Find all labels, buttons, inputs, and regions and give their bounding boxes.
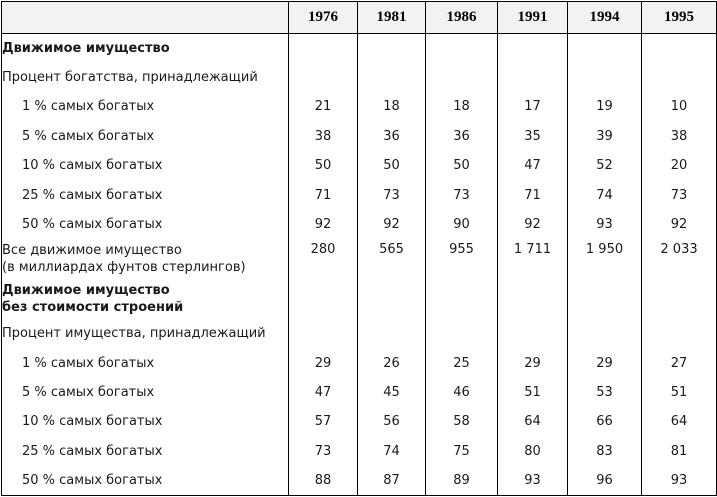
row-label: 1 % самых богатых — [2, 348, 289, 377]
table-row — [2, 151, 717, 180]
section-heading-row — [2, 279, 717, 319]
value-cell: 35 — [498, 122, 568, 151]
value-cell: 47 — [498, 151, 568, 180]
value-cell: 74 — [358, 437, 426, 466]
value-cell: 36 — [358, 122, 426, 151]
value-cell: 89 — [426, 466, 498, 495]
year-header: 1994 — [568, 2, 642, 34]
value-cell: 93 — [568, 210, 642, 239]
total-row — [2, 239, 717, 279]
value-cell: 18 — [358, 92, 426, 121]
value-cell: 92 — [642, 210, 717, 239]
total-value-cell: 955 — [426, 239, 498, 279]
value-cell: 75 — [426, 437, 498, 466]
subheading-row — [2, 319, 717, 348]
value-cell: 36 — [426, 122, 498, 151]
value-cell: 47 — [289, 378, 358, 407]
section-heading-row — [2, 34, 717, 63]
value-cell: 50 — [289, 151, 358, 180]
value-cell: 93 — [498, 466, 568, 495]
value-cell: 92 — [498, 210, 568, 239]
value-cell: 64 — [642, 407, 717, 436]
row-label: 5 % самых богатых — [2, 378, 289, 407]
value-cell: 83 — [568, 437, 642, 466]
value-cell: 38 — [289, 122, 358, 151]
value-cell: 51 — [642, 378, 717, 407]
section1-heading: Движимое имущество — [2, 34, 289, 63]
header-blank-cell — [2, 2, 289, 34]
value-cell: 73 — [358, 180, 426, 209]
row-label: 1 % самых богатых — [2, 92, 289, 121]
row-label: 25 % самых богатых — [2, 437, 289, 466]
value-cell: 51 — [498, 378, 568, 407]
value-cell: 71 — [498, 180, 568, 209]
value-cell: 66 — [568, 407, 642, 436]
value-cell: 25 — [426, 348, 498, 377]
value-cell: 73 — [289, 437, 358, 466]
header-row — [2, 2, 717, 34]
year-header: 1976 — [289, 2, 358, 34]
value-cell: 53 — [568, 378, 642, 407]
total-value-cell: 280 — [289, 239, 358, 279]
section2-heading-line1: Движимое имущество — [2, 283, 170, 299]
value-cell: 92 — [358, 210, 426, 239]
subheading-row — [2, 63, 717, 92]
row-label: 10 % самых богатых — [2, 407, 289, 436]
section1-rows — [2, 92, 717, 279]
total-label-line1: Все движимое имущество — [2, 243, 182, 259]
value-cell: 19 — [568, 92, 642, 121]
row-label: 5 % самых богатых — [2, 122, 289, 151]
table-row — [2, 180, 717, 209]
total-value-cell: 565 — [358, 239, 426, 279]
value-cell: 29 — [498, 348, 568, 377]
value-cell: 21 — [289, 92, 358, 121]
wealth-distribution-table — [1, 1, 717, 496]
value-cell: 81 — [642, 437, 717, 466]
value-cell: 27 — [642, 348, 717, 377]
value-cell: 57 — [289, 407, 358, 436]
section2-heading-line2: без стоимости строений — [2, 300, 184, 316]
table-row — [2, 210, 717, 239]
value-cell: 10 — [642, 92, 717, 121]
year-header: 1981 — [358, 2, 426, 34]
year-header: 1986 — [426, 2, 498, 34]
value-cell: 50 — [426, 151, 498, 180]
value-cell: 87 — [358, 466, 426, 495]
row-label: 50 % самых богатых — [2, 210, 289, 239]
table-row — [2, 466, 717, 495]
row-label: 50 % самых богатых — [2, 466, 289, 495]
value-cell: 64 — [498, 407, 568, 436]
value-cell: 93 — [642, 466, 717, 495]
total-label — [2, 239, 289, 279]
table-row — [2, 348, 717, 377]
value-cell: 80 — [498, 437, 568, 466]
value-cell: 52 — [568, 151, 642, 180]
value-cell: 39 — [568, 122, 642, 151]
section2-rows — [2, 348, 717, 495]
value-cell: 20 — [642, 151, 717, 180]
total-value-cell: 1 711 — [498, 239, 568, 279]
value-cell: 58 — [426, 407, 498, 436]
row-label: 25 % самых богатых — [2, 180, 289, 209]
value-cell: 73 — [426, 180, 498, 209]
value-cell: 96 — [568, 466, 642, 495]
section2-subheading: Процент имущества, принадлежащий — [2, 319, 289, 348]
section1-subheading: Процент богатства, принадлежащий — [2, 63, 289, 92]
value-cell: 26 — [358, 348, 426, 377]
value-cell: 73 — [642, 180, 717, 209]
value-cell: 18 — [426, 92, 498, 121]
value-cell: 46 — [426, 378, 498, 407]
total-value-cell: 1 950 — [568, 239, 642, 279]
table-row — [2, 437, 717, 466]
value-cell: 45 — [358, 378, 426, 407]
value-cell: 88 — [289, 466, 358, 495]
table-row — [2, 122, 717, 151]
value-cell: 50 — [358, 151, 426, 180]
value-cell: 38 — [642, 122, 717, 151]
table-row — [2, 407, 717, 436]
table-row — [2, 92, 717, 121]
table-row — [2, 378, 717, 407]
value-cell: 92 — [289, 210, 358, 239]
row-label: 10 % самых богатых — [2, 151, 289, 180]
value-cell: 90 — [426, 210, 498, 239]
year-header: 1995 — [642, 2, 717, 34]
total-value-cell: 2 033 — [642, 239, 717, 279]
total-label-line2: (в миллиардах фунтов стерлингов) — [2, 260, 246, 276]
value-cell: 29 — [289, 348, 358, 377]
value-cell: 71 — [289, 180, 358, 209]
value-cell: 74 — [568, 180, 642, 209]
year-header: 1991 — [498, 2, 568, 34]
value-cell: 17 — [498, 92, 568, 121]
section2-heading — [2, 279, 289, 319]
value-cell: 29 — [568, 348, 642, 377]
value-cell: 56 — [358, 407, 426, 436]
